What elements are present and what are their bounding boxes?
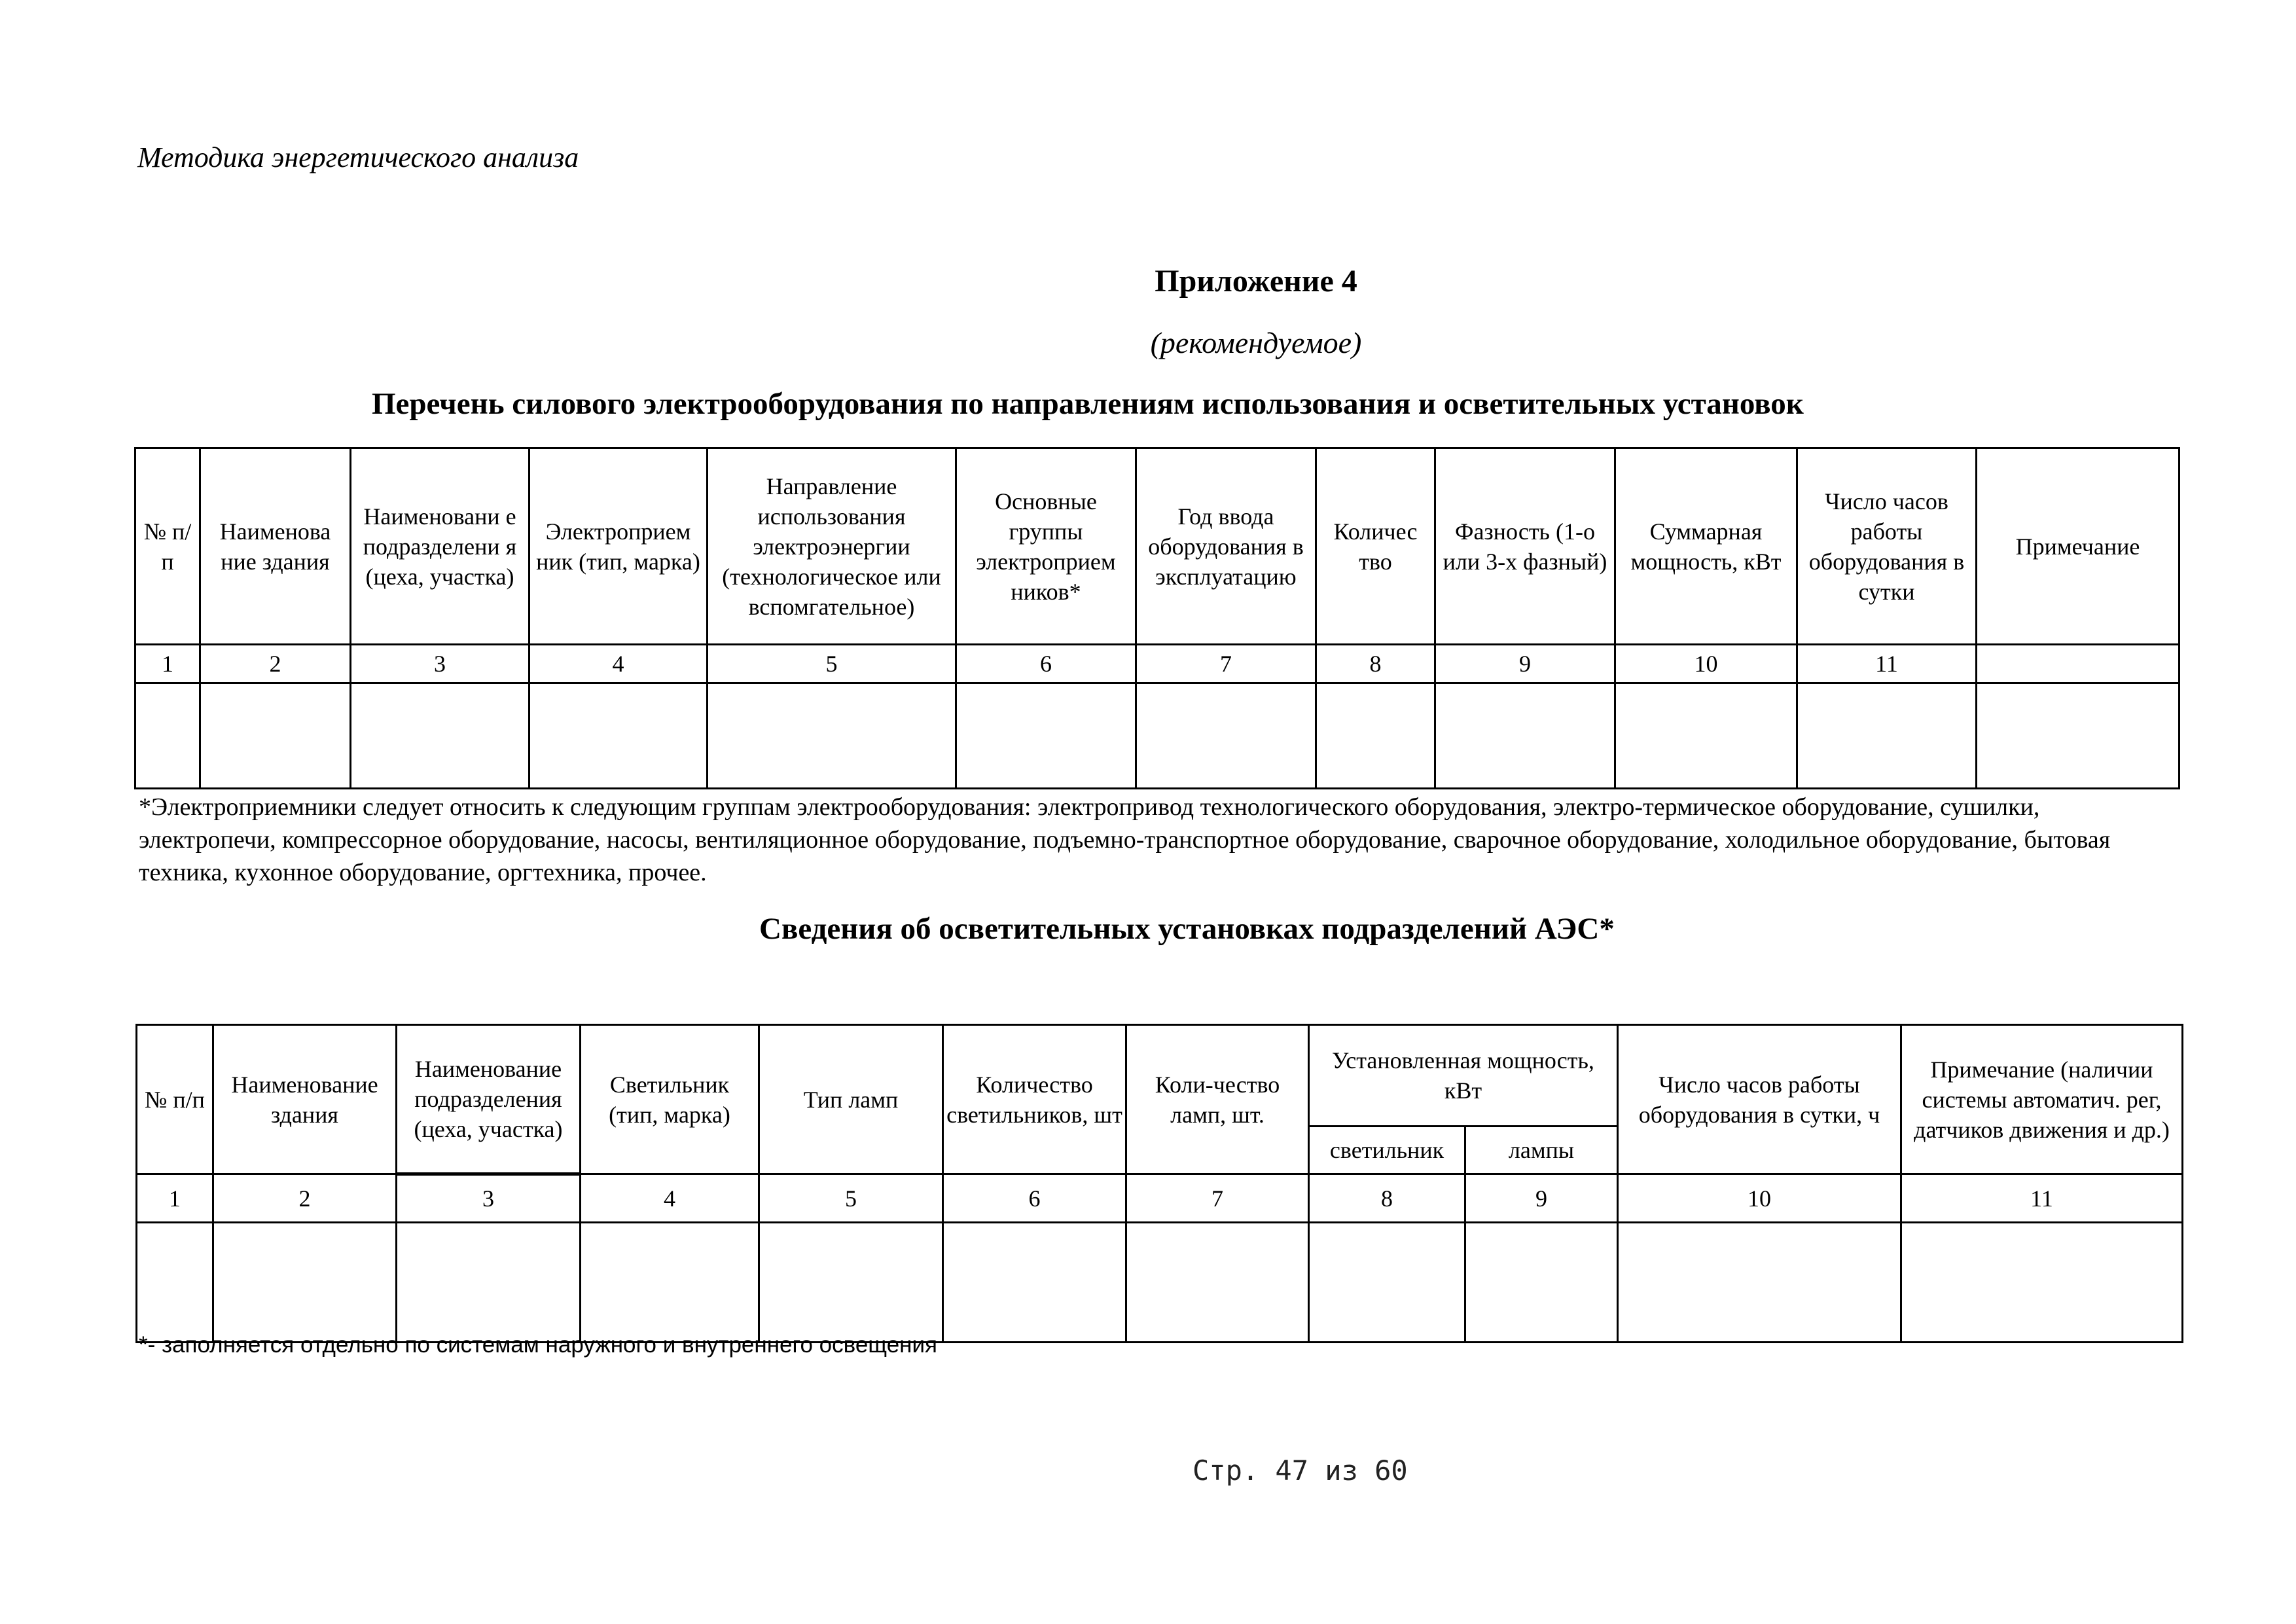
col-number: 3 (351, 645, 529, 683)
col-header: № п/п (137, 1025, 213, 1174)
table-cell[interactable] (1316, 683, 1435, 789)
table-cell[interactable] (1797, 683, 1977, 789)
table-cell[interactable] (1136, 683, 1316, 789)
col-header: Число часов работы оборудования в сутки (1797, 448, 1977, 645)
table-cell[interactable] (397, 1223, 581, 1343)
col-number: 4 (581, 1174, 759, 1223)
lighting-table (135, 1024, 2183, 1343)
col-header: Электроприем ник (тип, марка) (529, 448, 708, 645)
col-subheader: лампы (1465, 1127, 1618, 1174)
col-subheader: светильник (1309, 1127, 1465, 1174)
table1-title: Перечень силового электрооборудования по направлениям использования и осветительных установок (372, 387, 1804, 421)
table-cell[interactable] (759, 1223, 943, 1343)
table-cell[interactable] (581, 1223, 759, 1343)
table-cell[interactable] (1465, 1223, 1618, 1343)
col-header: Тип ламп (759, 1025, 943, 1174)
col-number: 1 (135, 645, 200, 683)
col-header: Основные группы электроприем ников* (956, 448, 1136, 645)
col-header: Год ввода оборудования в эксплуатацию (1136, 448, 1316, 645)
col-header: № п/п (135, 448, 200, 645)
col-header: Примечание (1977, 448, 2179, 645)
col-header: Наименовани е подразделени я (цеха, участка) (351, 448, 529, 645)
col-number: 9 (1465, 1174, 1618, 1223)
col-number: 10 (1618, 1174, 1901, 1223)
table2-title: Сведения об осветительных установках подразделений АЭС* (759, 912, 1615, 946)
appendix-title: Приложение 4 (1155, 264, 1357, 298)
table-cell[interactable] (1435, 683, 1615, 789)
col-number: 6 (943, 1174, 1126, 1223)
table-cell[interactable] (135, 683, 200, 789)
col-header: Установленная мощность, кВт (1309, 1025, 1618, 1127)
table-cell[interactable] (708, 683, 956, 789)
col-header: Наименование подразделения (цеха, участка) (397, 1025, 581, 1174)
table-cell[interactable] (1309, 1223, 1465, 1343)
col-header: Фазность (1-о или 3-х фазный) (1435, 448, 1615, 645)
col-number: 2 (213, 1174, 397, 1223)
table-cell[interactable] (943, 1223, 1126, 1343)
col-header: Наименование здания (213, 1025, 397, 1174)
page-number: Стр. 47 из 60 (1193, 1454, 1408, 1487)
col-number: 4 (529, 645, 708, 683)
table-cell[interactable] (1977, 683, 2179, 789)
table2-number-row (137, 1174, 2183, 1223)
table-cell[interactable] (1618, 1223, 1901, 1343)
col-header: Коли-чество ламп, шт. (1126, 1025, 1309, 1174)
col-number: 6 (956, 645, 1136, 683)
col-number: 8 (1309, 1174, 1465, 1223)
col-number (1977, 645, 2179, 683)
running-header: Методика энергетического анализа (137, 141, 579, 173)
table-cell[interactable] (1615, 683, 1797, 789)
col-number: 1 (137, 1174, 213, 1223)
col-header: Светильник (тип, марка) (581, 1025, 759, 1174)
col-number: 5 (708, 645, 956, 683)
col-number: 7 (1136, 645, 1316, 683)
table-cell[interactable] (200, 683, 351, 789)
table1-number-row (135, 645, 2179, 683)
col-header: Направление использования электроэнергии (технологическое или вспомгательное) (708, 448, 956, 645)
appendix-subtitle: (рекомендуемое) (1150, 326, 1362, 359)
col-number: 9 (1435, 645, 1615, 683)
col-number: 2 (200, 645, 351, 683)
table-cell[interactable] (351, 683, 529, 789)
col-header: Примечание (наличии системы автоматич. рег, датчиков движения и др.) (1901, 1025, 2183, 1174)
col-header: Число часов работы оборудования в сутки, ч (1618, 1025, 1901, 1174)
table2-empty-row (137, 1223, 2183, 1343)
table2-header-row (137, 1025, 2183, 1127)
col-number: 10 (1615, 645, 1797, 683)
col-number: 11 (1797, 645, 1977, 683)
col-number: 3 (397, 1174, 581, 1223)
table2-footnote: *- заполняется отдельно по системам наружного и внутреннего освещения (139, 1332, 938, 1358)
table-cell[interactable] (1126, 1223, 1309, 1343)
table-cell[interactable] (213, 1223, 397, 1343)
table1-footnote: *Электроприемники следует относить к следующим группам электрооборудования: электропривод технологического оборудования, электро-термическое оборудование, сушилки, электропечи, компрессорное оборудование, насосы, вентиляционное оборудование, подъемно-транспортное оборудование, сварочное оборудование, холодильное оборудование, бытовая техника, кухонное оборудование, оргтехника, прочее. (139, 793, 2111, 886)
col-header: Количество светильников, шт (943, 1025, 1126, 1174)
table-cell[interactable] (529, 683, 708, 789)
col-number: 8 (1316, 645, 1435, 683)
table1-empty-row (135, 683, 2179, 789)
table-cell[interactable] (137, 1223, 213, 1343)
col-header: Количес тво (1316, 448, 1435, 645)
table-cell[interactable] (956, 683, 1136, 789)
power-equipment-table (134, 447, 2180, 789)
col-number: 7 (1126, 1174, 1309, 1223)
table-cell[interactable] (1901, 1223, 2183, 1343)
col-number: 5 (759, 1174, 943, 1223)
table1-header-row (135, 448, 2179, 645)
col-header: Наименова ние здания (200, 448, 351, 645)
col-number: 11 (1901, 1174, 2183, 1223)
col-header: Суммарная мощность, кВт (1615, 448, 1797, 645)
